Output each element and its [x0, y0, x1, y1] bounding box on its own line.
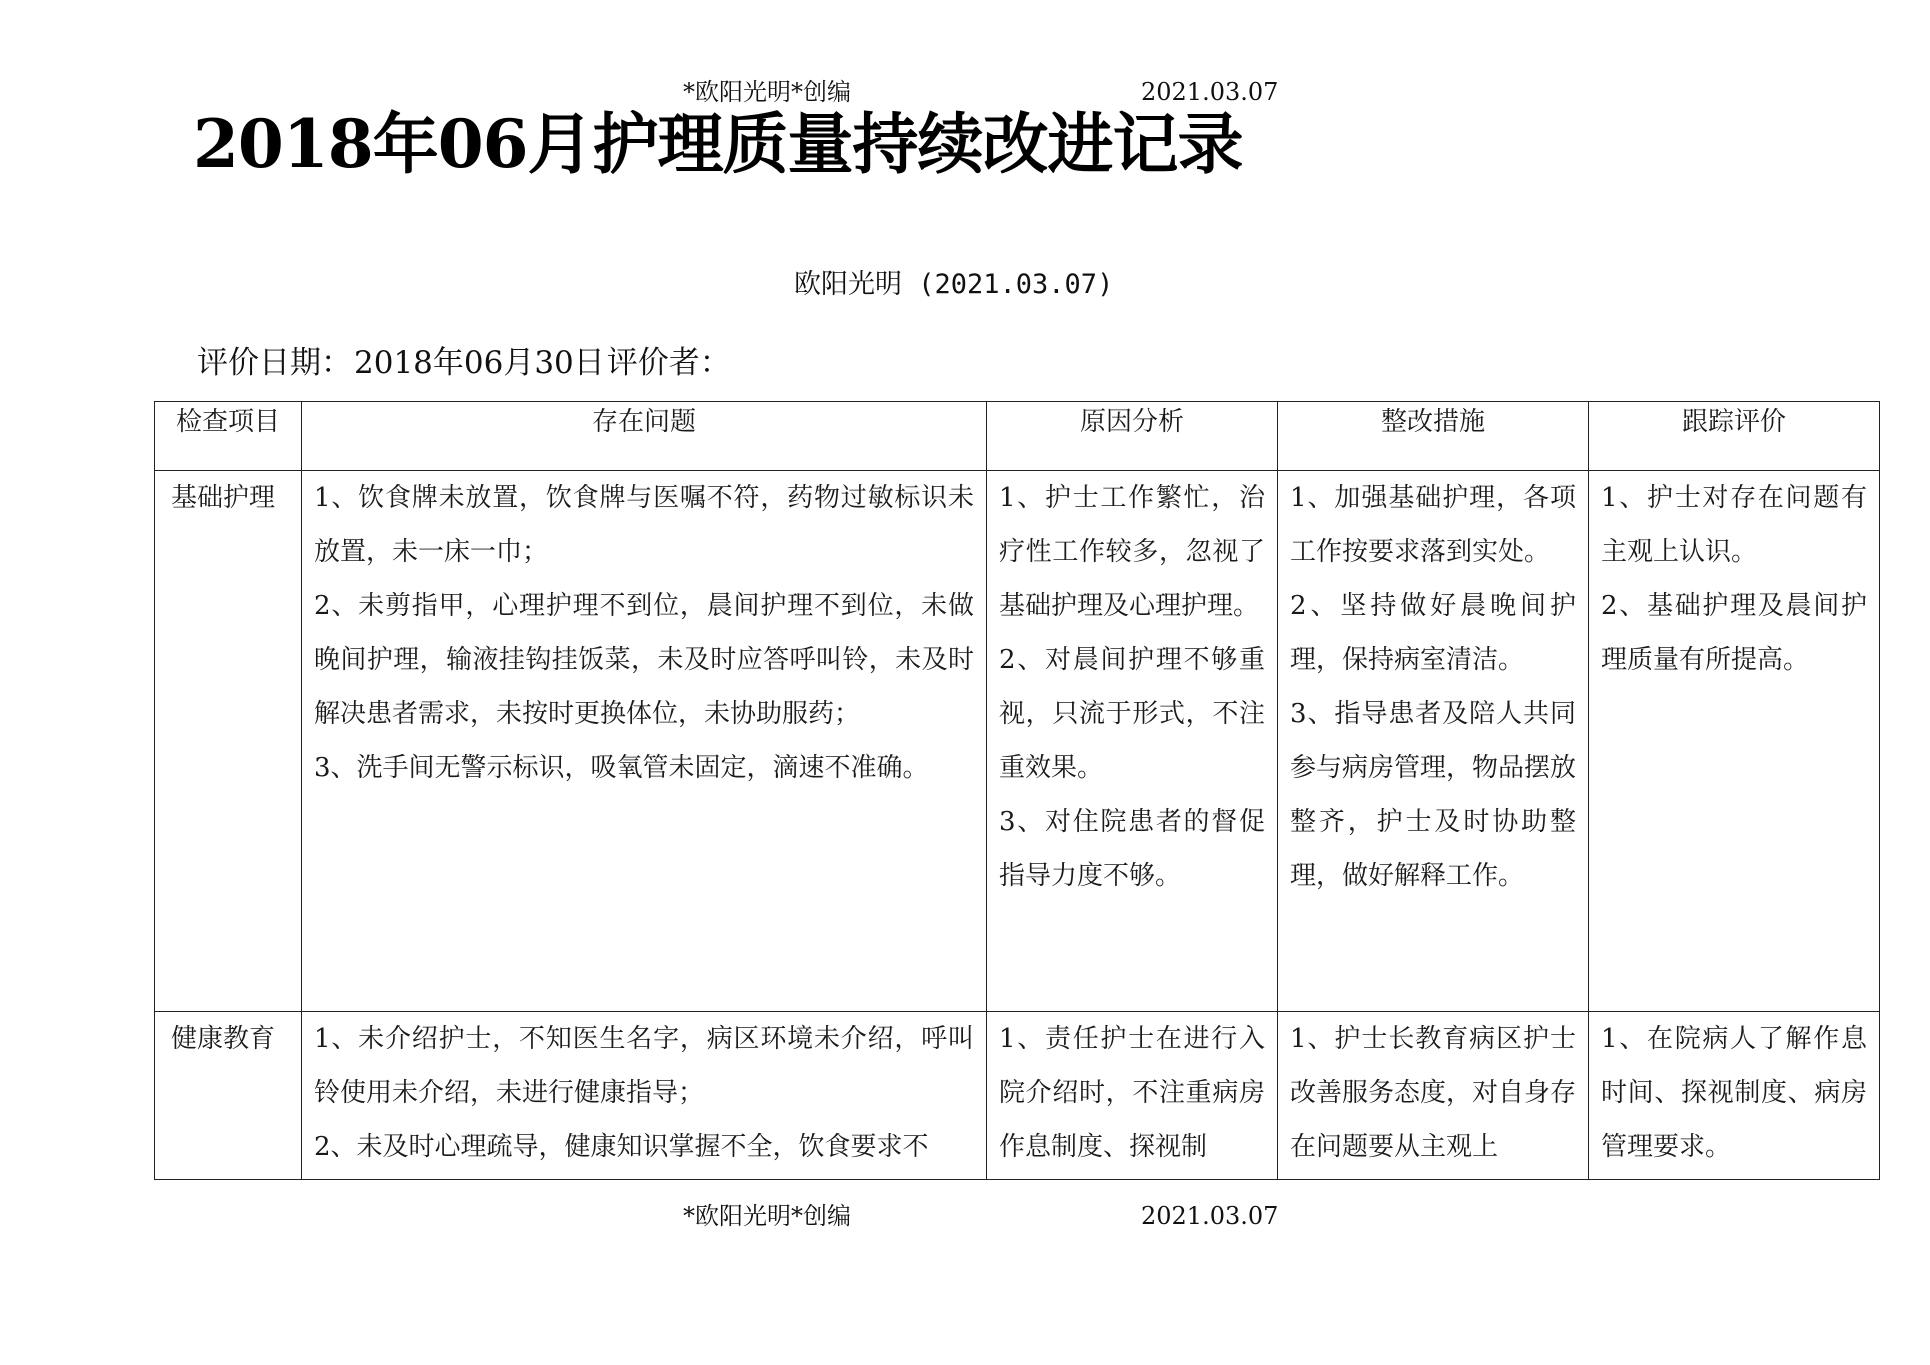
measure-entry: 1、护士长教育病区护士改善服务态度，对自身存在问题要从主观上: [1290, 1024, 1576, 1162]
header-corrective-measures: 整改措施: [1278, 402, 1589, 471]
measures-cell: [1278, 471, 1589, 1012]
header-problems: 存在问题: [302, 402, 987, 471]
measure-entry: 2、坚持做好晨晚间护理，保持病室清洁。: [1290, 591, 1576, 675]
cause-entry: 2、对晨间护理不够重视，只流于形式，不注重效果。: [999, 645, 1265, 783]
footer-date: 2021.03.07: [1141, 1202, 1279, 1230]
problems-cell: [302, 471, 987, 1012]
problems-cell: [302, 1012, 987, 1180]
evaluator-label: 评价者：: [606, 345, 731, 381]
problem-entry: 1、饮食牌未放置，饮食牌与医嘱不符，药物过敏标识未放置，未一床一巾；: [314, 483, 974, 567]
table-row: [155, 1012, 1880, 1180]
problem-entry: 2、未剪指甲，心理护理不到位，晨间护理不到位，未做晚间护理，输液挂钩挂饭菜，未及时应答呼叫铃，未及时解决患者需求，未按时更换体位，未协助服药；: [314, 591, 974, 729]
evaluation-date-label: 评价日期：: [197, 345, 352, 381]
problem-entry: 1、未介绍护士，不知医生名字，病区环境未介绍，呼叫铃使用未介绍，未进行健康指导；: [314, 1024, 974, 1108]
measure-entry: 1、加强基础护理，各项工作按要求落到实处。: [1290, 483, 1576, 567]
evaluation-line: [197, 344, 733, 382]
problem-entry: 3、洗手间无警示标识，吸氧管未固定，滴速不准确。: [314, 753, 929, 783]
problem-entry: 2、未及时心理疏导，健康知识掌握不全，饮食要求不: [314, 1132, 929, 1162]
measure-entry: 3、指导患者及陪人共同参与病房管理，物品摆放整齐，护士及时协助整理，做好解释工作。: [1290, 699, 1576, 891]
header-cause-analysis: 原因分析: [987, 402, 1278, 471]
measures-cell: [1278, 1012, 1589, 1180]
evaluation-date-value: 2018年06月30日: [354, 345, 605, 381]
tracking-cell: [1589, 1012, 1880, 1180]
cause-entry: 1、护士工作繁忙，治疗性工作较多，忽视了基础护理及心理护理。: [999, 483, 1265, 621]
cause-cell: [987, 1012, 1278, 1180]
table-row: [155, 471, 1880, 1012]
check-item-cell: 基础护理: [155, 471, 302, 1012]
header-tracking-evaluation: 跟踪评价: [1589, 402, 1880, 471]
author-line: 欧阳光明 (2021.03.07): [794, 269, 1114, 300]
quality-record-table: [154, 401, 1880, 1180]
tracking-entry: 2、基础护理及晨间护理质量有所提高。: [1601, 591, 1867, 675]
tracking-cell: [1589, 471, 1880, 1012]
header-creator-label: *欧阳光明*创编: [683, 78, 851, 106]
tracking-entry: 1、在院病人了解作息时间、探视制度、病房管理要求。: [1601, 1024, 1867, 1162]
table-header-row: [155, 402, 1880, 471]
check-item-cell: 健康教育: [155, 1012, 302, 1180]
cause-entry: 3、对住院患者的督促指导力度不够。: [999, 807, 1265, 891]
document-title: 2018年06月护理质量持续改进记录: [193, 105, 1243, 183]
tracking-entry: 1、护士对存在问题有主观上认识。: [1601, 483, 1867, 567]
header-check-item: 检查项目: [155, 402, 302, 471]
cause-cell: [987, 471, 1278, 1012]
header-date: 2021.03.07: [1141, 78, 1279, 106]
footer-creator-label: *欧阳光明*创编: [683, 1202, 851, 1230]
cause-entry: 1、责任护士在进行入院介绍时，不注重病房作息制度、探视制: [999, 1024, 1265, 1162]
